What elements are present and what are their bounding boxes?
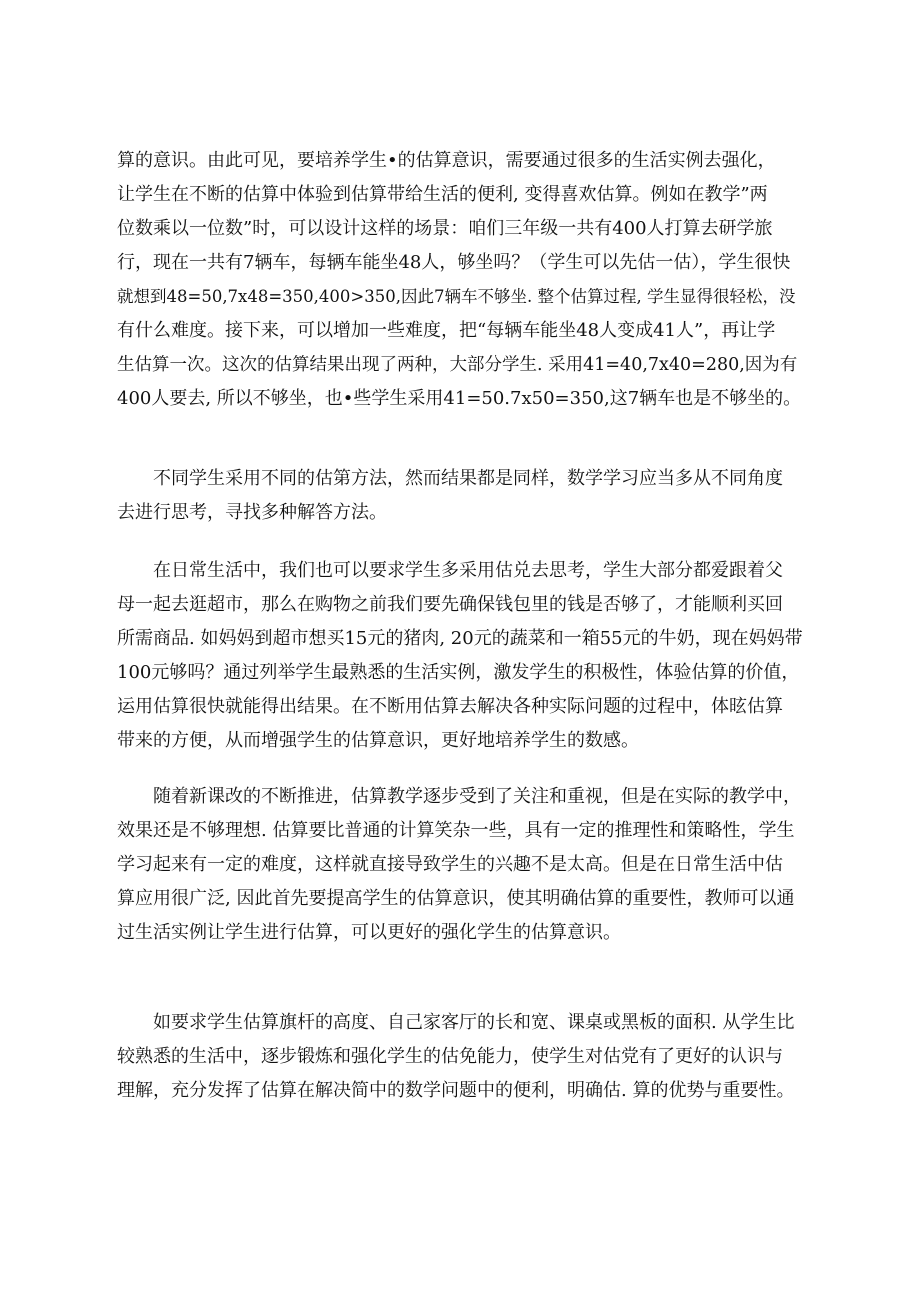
text-line: 运用估算很快就能得出结果。在不断用估算去解决各种实际问题的过程中，体昡估算 [117, 696, 783, 717]
text-line: 行，现在一共有7辆车，每辆车能坐48人，够坐吗？（学生可以先估一估），学生很快 [117, 252, 791, 273]
text-line: 效果还是不够理想. 估算要比普通的计算笑杂一些，具有一定的推理性和策略性，学生 [117, 820, 795, 841]
text-line: 所需商品. 如妈妈到超市想买15元的猪肉, 20元的蔬菜和一箱55元的牛奶，现在妈妈带 [117, 628, 803, 649]
paragraph-estimation-practice [117, 1006, 811, 1108]
text-line: 位数乘以一位数”时，可以设计这样的场景：咱们三年级一共有400人打算去研学旅 [117, 218, 773, 239]
paragraph-different-methods [117, 462, 811, 530]
paragraph-estimation-example [117, 144, 811, 416]
text-line: 学习起来有一定的难度，这样就直接导致学生的兴趣不是太高。但是在日常生活中估 [117, 854, 783, 875]
text-line: 在日常生活中，我们也可以要求学生多采用估兑去思考，学生大部分都爱跟着父 [117, 560, 783, 581]
text-line: 去进行思考，寻找多种解答方法。 [117, 502, 387, 523]
text-line: 有什么难度。接下来，可以增加一些难度，把“每辆车能坐48人变成41人”，再让学 [117, 320, 776, 341]
text-line: 算的意识。由此可见，要培养学生•的估算意识，需要通过很多的生活实例去强化， [117, 150, 776, 171]
text-line: 400人要去, 所以不够坐，也•些学生采用41=50.7x50=350,这7辆车也是不够坐的。 [117, 388, 802, 409]
text-line: 带来的方便，从而增强学生的估算意识，更好地培养学生的数感。 [117, 730, 639, 751]
text-line: 过生活实例让学生进行估算，可以更好的强化学生的估算意识。 [117, 922, 621, 943]
text-line: 随着新课改的不断推进，估算教学逐步受到了关注和重视，但是在实际的教学中， [117, 786, 801, 807]
paragraph-daily-life [117, 554, 811, 758]
text-line: 让学生在不断的估算中体验到估算带给生活的便利, 变得喜欢估算。例如在教学”两 [117, 184, 768, 205]
text-line: 如要求学生估算旗杆的高度、自己家客厅的长和宽、课桌或黑板的面积. 从学生比 [117, 1012, 795, 1033]
text-line: 算应用很广泛, 因此首先要提高学生的估算意识，使其明确估算的重要性，教师可以通 [117, 888, 795, 909]
text-line: 就想到48=50,7x48=350,400>350,因此7辆车不够坐. 整个估算过程, 学生显得很轻松，没 [117, 287, 796, 306]
text-line: 较熟悉的生活中，逐步锻炼和强化学生的估免能力，使学生对估党有了更好的认识与 [117, 1046, 783, 1067]
text-line: 理解，充分发挥了估算在解决简中的数学问题中的便利，明确估. 算的优势与重要性。 [117, 1080, 795, 1101]
text-line: 100元够吗？通过列举学生最熟悉的生活实例，激发学生的积极性，体验估算的价值， [117, 662, 800, 683]
text-line: 不同学生采用不同的估第方法，然而结果都是同样，数学学习应当多从不同角度 [117, 468, 783, 489]
paragraph-curriculum-reform [117, 780, 811, 950]
text-line: 生估算一次。这次的估算结果出现了两种，大部分学生. 采用41=40,7x40=280,因为有 [117, 355, 798, 375]
text-line: 母一起去逛超市，那么在购物之前我们要先确保钱包里的钱是否够了，才能顺利买回 [117, 594, 783, 615]
